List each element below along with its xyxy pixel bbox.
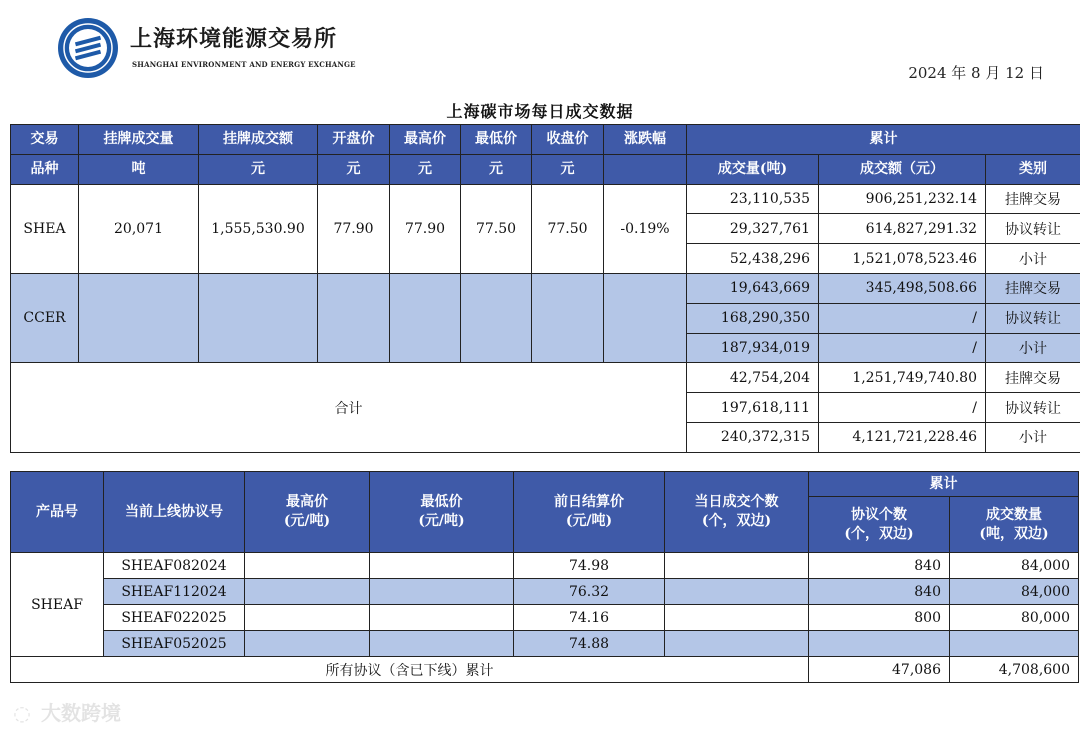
watermark <box>10 697 121 726</box>
cum-amount: 614,827,291.32 <box>819 214 986 244</box>
header-high <box>245 472 370 553</box>
variety-name: SHEA <box>11 184 79 273</box>
header-cum-volume: 成交量(吨) <box>687 154 819 184</box>
header-low <box>370 472 514 553</box>
header-variety-l2: 品种 <box>11 154 79 184</box>
deal-qty: 80,000 <box>950 605 1079 631</box>
cum-amount: 1,521,078,523.46 <box>819 244 986 274</box>
header-prev-settle-label: 前日结算价 <box>554 494 624 511</box>
day-count <box>665 553 809 579</box>
low-price <box>370 631 514 657</box>
low-price <box>370 553 514 579</box>
high-price <box>245 631 370 657</box>
header-prev-settle-unit: (元/吨) <box>565 513 613 529</box>
header-row-2 <box>11 154 1080 184</box>
empty-cell <box>79 273 199 362</box>
total-label: 所有协议（含已下线）累计 <box>11 657 809 683</box>
header-close: 收盘价 <box>532 125 604 155</box>
header-cum-amount: 成交额（元） <box>819 154 986 184</box>
prev-settle-price: 74.16 <box>514 605 665 631</box>
cum-type: 挂牌交易 <box>986 273 1080 303</box>
variety-name: CCER <box>11 273 79 362</box>
empty-cell <box>461 273 532 362</box>
cum-volume: 42,754,204 <box>687 363 819 393</box>
header-product: 产品号 <box>11 472 104 553</box>
header-cumulative: 累计 <box>687 125 1080 155</box>
deal-qty: 84,000 <box>950 553 1079 579</box>
header-listed-volume: 挂牌成交量 <box>79 125 199 155</box>
high-price <box>245 579 370 605</box>
open-price: 77.90 <box>318 184 390 273</box>
header-variety-l1: 交易 <box>11 125 79 155</box>
header-agree-count-label: 协议个数 <box>851 506 907 523</box>
header-low-unit: (元/吨) <box>418 513 465 529</box>
header-agree-count <box>809 497 950 553</box>
low-price <box>370 605 514 631</box>
header-deal-qty <box>950 497 1079 553</box>
high-price <box>245 553 370 579</box>
header-unit-yuan: 元 <box>318 154 390 184</box>
cum-type: 协议转让 <box>986 214 1080 244</box>
header-day-count <box>665 472 809 553</box>
cum-amount: 345,498,508.66 <box>819 273 986 303</box>
day-count <box>665 631 809 657</box>
table-row <box>11 605 1079 631</box>
header-unit-ton: 吨 <box>79 154 199 184</box>
contract-code: SHEAF082024 <box>104 553 245 579</box>
bubble-icon: ◌ <box>13 701 31 725</box>
prev-settle-price: 74.98 <box>514 553 665 579</box>
cum-type: 挂牌交易 <box>986 363 1080 393</box>
header-deal-qty-label: 成交数量 <box>986 506 1042 523</box>
empty-cell <box>390 273 461 362</box>
contract-code: SHEAF112024 <box>104 579 245 605</box>
header-low-label: 最低价 <box>420 494 463 511</box>
cum-volume: 19,643,669 <box>687 273 819 303</box>
header-day-count-unit: (个，双边) <box>701 513 772 529</box>
header-high: 最高价 <box>390 125 461 155</box>
high-price: 77.90 <box>390 184 461 273</box>
total-deal-qty: 4,708,600 <box>950 657 1079 683</box>
cum-volume: 168,290,350 <box>687 303 819 333</box>
day-count <box>665 579 809 605</box>
header-row-1 <box>11 472 1079 497</box>
exchange-name: 上海环境能源交易所 <box>130 26 338 52</box>
cum-amount: / <box>819 393 986 423</box>
agree-count: 800 <box>809 605 950 631</box>
high-price <box>245 605 370 631</box>
header-unit-blank <box>604 154 687 184</box>
table-row <box>11 273 1080 303</box>
header-agree-count-unit: (个，双边) <box>844 525 914 542</box>
low-price: 77.50 <box>461 184 532 273</box>
table-row <box>11 184 1080 214</box>
empty-cell <box>604 273 687 362</box>
cum-amount: 906,251,232.14 <box>819 184 986 214</box>
cum-type: 小计 <box>986 244 1080 274</box>
header-change: 涨跌幅 <box>604 125 687 155</box>
prev-settle-price: 76.32 <box>514 579 665 605</box>
cum-type: 小计 <box>986 333 1080 363</box>
day-count <box>665 605 809 631</box>
header-unit-yuan: 元 <box>532 154 604 184</box>
cum-amount: / <box>819 303 986 333</box>
agree-count: 840 <box>809 579 950 605</box>
cum-amount: / <box>819 333 986 363</box>
exchange-logo-icon <box>57 17 119 79</box>
report-date: 2024 年 8 月 12 日 <box>908 64 1044 82</box>
exchange-name-english: SHANGHAI ENVIRONMENT AND ENERGY EXCHANGE <box>132 60 356 69</box>
header-contract: 当前上线协议号 <box>104 472 245 553</box>
header-listed-amount: 挂牌成交额 <box>199 125 318 155</box>
agree-count <box>809 631 950 657</box>
spot-market-table <box>10 124 1080 453</box>
cum-amount: 1,251,749,740.80 <box>819 363 986 393</box>
header-unit-yuan: 元 <box>461 154 532 184</box>
table-row <box>11 553 1079 579</box>
cum-volume: 197,618,111 <box>687 393 819 423</box>
header-prev-settle <box>514 472 665 553</box>
header-unit-yuan: 元 <box>199 154 318 184</box>
header-day-count-label: 当日成交个数 <box>694 494 779 511</box>
deal-qty <box>950 631 1079 657</box>
header-cum-type: 类别 <box>986 154 1080 184</box>
header-unit-yuan: 元 <box>390 154 461 184</box>
contract-code: SHEAF052025 <box>104 631 245 657</box>
total-label: 合计 <box>11 363 687 452</box>
cum-type: 挂牌交易 <box>986 184 1080 214</box>
table-row <box>11 631 1079 657</box>
report-title: 上海碳市场每日成交数据 <box>446 102 634 121</box>
empty-cell <box>199 273 318 362</box>
header-low: 最低价 <box>461 125 532 155</box>
close-price: 77.50 <box>532 184 604 273</box>
header-high-label: 最高价 <box>286 494 328 511</box>
header-row-1 <box>11 125 1080 155</box>
header-open: 开盘价 <box>318 125 390 155</box>
low-price <box>370 579 514 605</box>
cum-volume: 52,438,296 <box>687 244 819 274</box>
total-agree-count: 47,086 <box>809 657 950 683</box>
table-row-total <box>11 657 1079 683</box>
header-cumulative: 累计 <box>809 472 1079 497</box>
cum-type: 协议转让 <box>986 393 1080 423</box>
product-name: SHEAF <box>11 553 104 657</box>
table-row <box>11 579 1079 605</box>
contract-code: SHEAF022025 <box>104 605 245 631</box>
cum-volume: 187,934,019 <box>687 333 819 363</box>
table-row <box>11 363 1080 393</box>
header-high-unit: (元/吨) <box>283 513 331 529</box>
deal-qty: 84,000 <box>950 579 1079 605</box>
cum-volume: 23,110,535 <box>687 184 819 214</box>
cum-volume: 29,327,761 <box>687 214 819 244</box>
cum-volume: 240,372,315 <box>687 422 819 452</box>
prev-settle-price: 74.88 <box>514 631 665 657</box>
cum-amount: 4,121,721,228.46 <box>819 422 986 452</box>
cum-type: 小计 <box>986 422 1080 452</box>
listed-volume: 20,071 <box>79 184 199 273</box>
agree-count: 840 <box>809 553 950 579</box>
cum-type: 协议转让 <box>986 303 1080 333</box>
forward-contract-table <box>10 471 1079 683</box>
header-deal-qty-unit: (吨，双边) <box>979 525 1049 542</box>
price-change: -0.19% <box>604 184 687 273</box>
listed-amount: 1,555,530.90 <box>199 184 318 273</box>
empty-cell <box>532 273 604 362</box>
empty-cell <box>318 273 390 362</box>
watermark-text: 大数跨境 <box>40 701 121 725</box>
